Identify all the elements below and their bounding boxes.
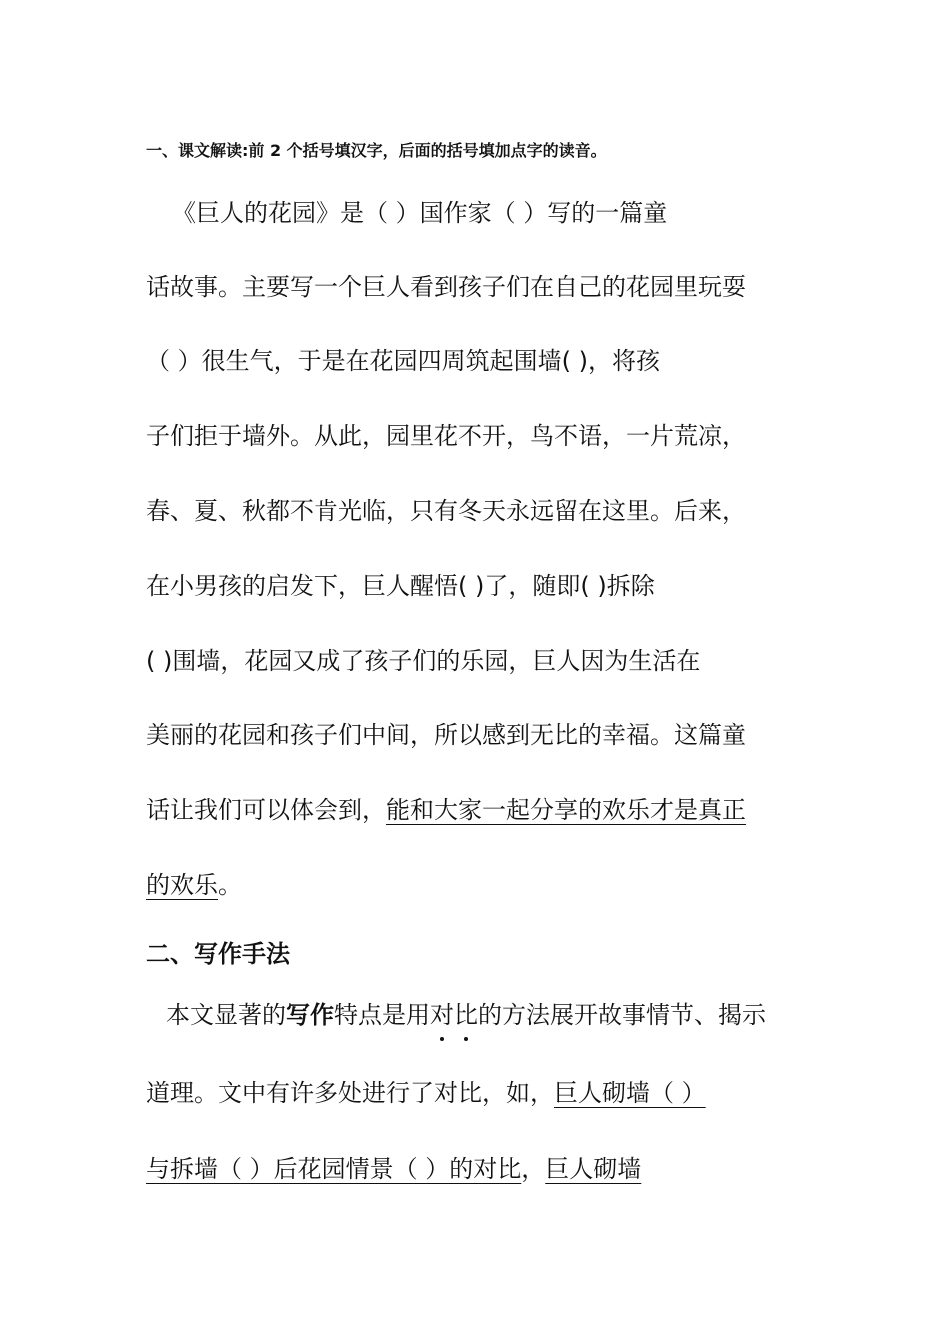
writing-line-3 [146, 1152, 806, 1186]
paragraph-line-3: （ ）很生气，于是在花园四周筑起围墙( )，将孩 [146, 347, 660, 375]
writing-line-2-text: 道理。文中有许多处进行了对比，如， [146, 1079, 554, 1107]
paragraph-line-4: 子们拒于墙外。从此，园里花不开，鸟不语，一片荒凉， [146, 422, 746, 450]
underlined-contrast-3: 巨人砌墙 [545, 1155, 642, 1183]
section-2-heading: 二、写作手法 [146, 940, 290, 968]
paragraph-line-5: 春、夏、秋都不肯光临，只有冬天永远留在这里。后来， [146, 497, 746, 525]
paragraph-line-7: ( )围墙，花园又成了孩子们的乐园，巨人因为生活在 [146, 647, 701, 675]
section-1-heading: 一、课文解读:前 2 个括号填汉字，后面的括号填加点字的读音。 [146, 141, 607, 160]
writing-line-2 [146, 1076, 806, 1110]
writing-text-a: 本文显著的 [166, 1001, 286, 1029]
underlined-conclusion: 能和大家一起分享的欢乐才是真正 [386, 796, 746, 824]
paragraph-line-9 [146, 793, 806, 827]
writing-text-c: 的方法展开故事情节、揭示 [478, 1001, 766, 1029]
writing-line-1 [166, 998, 806, 1032]
line-10-punct: 。 [218, 871, 242, 899]
writing-bold-word: 写作 [286, 1001, 334, 1029]
underlined-conclusion-end: 的欢乐 [146, 871, 218, 899]
paragraph-line-10 [146, 868, 806, 902]
line-9-text: 话让我们可以体会到， [146, 796, 386, 824]
dotted-char-2: 比 [454, 1001, 478, 1029]
dotted-char-1: 对 [430, 1001, 454, 1029]
paragraph-line-8: 美丽的花园和孩子们中间，所以感到无比的幸福。这篇童 [146, 721, 746, 749]
underlined-contrast-2: 与拆墙（ ）后花园情景（ ）的对比 [146, 1155, 522, 1183]
paragraph-line-1: 《巨人的花园》是（ ）国作家（ ）写的一篇童 [172, 199, 668, 227]
paragraph-line-6: 在小男孩的启发下，巨人醒悟( )了，随即( )拆除 [146, 572, 655, 600]
paragraph-line-2: 话故事。主要写一个巨人看到孩子们在自己的花园里玩耍 [146, 273, 746, 301]
underlined-contrast-1: 巨人砌墙（ ） [554, 1079, 706, 1107]
writing-text-b: 特点是用 [334, 1001, 430, 1029]
writing-line-3-comma: ， [521, 1155, 546, 1183]
